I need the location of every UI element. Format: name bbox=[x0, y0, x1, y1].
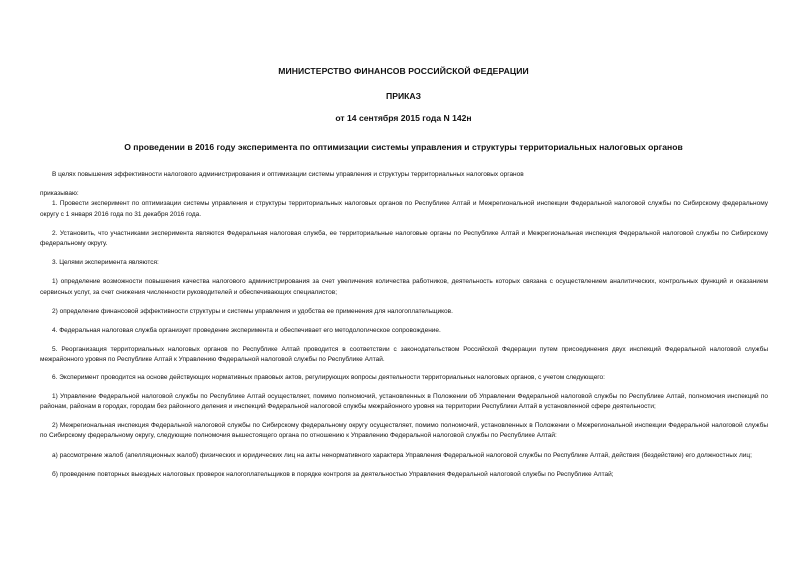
clause-3-2-paragraph: 2) определение финансовой эффективности структуры и системы управления и удобства ее применения для налогоплательщиков. bbox=[52, 307, 453, 315]
clause-1-paragraph: 1. Провести эксперимент по оптимизации системы управления и структуры территориальных налоговых органов по Республике Алтай и Межрегиональной инспекции Федеральной налоговой службы по Сибирскому федеральному округу с 1 января 2016 года по 31 декабря 2016 года. bbox=[40, 200, 768, 218]
clause-6-2-a-paragraph: а) рассмотрение жалоб (апелляционных жалоб) физических и юридических лиц на акты ненормативного характера Управления Федеральной налоговой службы по Республике Алтай, действия (бездействие) его должностных лиц; bbox=[52, 451, 752, 459]
document-body bbox=[40, 170, 768, 480]
clause-4-paragraph: 4. Федеральная налоговая служба организует проведение эксперимента и обеспечивает его методологическое сопровождение. bbox=[52, 327, 441, 335]
document-title: О проведении в 2016 году эксперимента по оптимизации системы управления и структуры территориальных налоговых органов bbox=[124, 142, 683, 152]
order-date: от 14 сентября 2015 года N 142н bbox=[335, 113, 472, 123]
clause-3-1-paragraph: 1) определение возможности повышения качества налогового администрирования за счет увеличения количества работников, деятельность которых связана с осуществлением аналитических, контрольных функций и оказанием сервисных услуг, за счет снижения численности руководителей и обеспечивающих специалистов; bbox=[40, 278, 768, 296]
preamble-paragraph: В целях повышения эффективности налогового администрирования и оптимизации системы управления и структуры территориальных налоговых органов bbox=[52, 171, 524, 178]
clause-3-paragraph: 3. Целями эксперимента являются: bbox=[52, 259, 159, 267]
clause-5-paragraph: 5. Реорганизация территориальных налоговых органов по Республике Алтай проводится в соответствии с законодательством Российской Федерации путем присоединения двух инспекций Федеральной налоговой службы межрайонного уровня по Республике Алтай к Управлению Федеральной налоговой службы по Республике Алтай. bbox=[40, 346, 768, 364]
order-verb-paragraph: приказываю: bbox=[40, 190, 79, 198]
clause-2-paragraph: 2. Установить, что участниками эксперимента являются Федеральная налоговая служба, ее территориальные налоговые органы по Республике Алтай и Межрегиональная инспекция Федеральной налоговой службы по Сибирскому федеральному округу. bbox=[40, 229, 768, 248]
order-heading: ПРИКАЗ bbox=[386, 91, 421, 101]
clause-6-2-b-paragraph: б) проведение повторных выездных налоговых проверок налогоплательщиков в порядке контроля за деятельностью Управления Федеральной налоговой службы по Республике Алтай; bbox=[52, 470, 614, 478]
clause-6-1-paragraph: 1) Управление Федеральной налоговой службы по Республике Алтай осуществляет, помимо полномочий, установленных в Положении об Управлении Федеральной налоговой службы по Республике Алтай, полномочия инспекций по районам, районам в городах, городам без районного деления и инспекций Федеральной налоговой службы межрайонного уровня на территории Республики Алтай в установленной сфере деятельности; bbox=[40, 392, 768, 411]
ministry-heading: МИНИСТЕРСТВО ФИНАНСОВ РОССИЙСКОЙ ФЕДЕРАЦИИ bbox=[278, 66, 529, 76]
clause-6-2-paragraph: 2) Межрегиональная инспекция Федеральной налоговой службы по Сибирскому федеральному округу осуществляет, помимо полномочий, установленных в Положении о Межрегиональной инспекции Федеральной налоговой службы по Сибирскому федеральному округу, следующие полномочия вышестоящего органа по отношению к Управлению Федеральной налоговой службы по Республике Алтай: bbox=[40, 422, 768, 440]
clause-6-paragraph: 6. Эксперимент проводится на основе действующих нормативных правовых актов, регулирующих вопросы деятельности территориальных налоговых органов, с учетом следующего: bbox=[52, 373, 605, 381]
